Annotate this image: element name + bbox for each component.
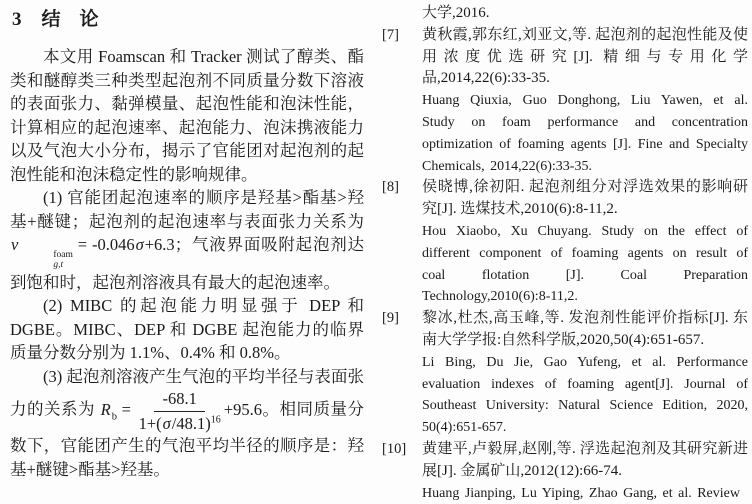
section-number: 3 — [12, 9, 22, 30]
conclusion-paragraph: 本文用 Foamscan 和 Tracker 测试了醇类、酯类和醚醇类三种类型起泡剂不同质量分数下溶液的表面张力、黏弹模量、起泡性能和泡沫性能，计算相应的起泡速率、起泡能力、泡沫携液能力以及气泡大小分布，揭示了官能团对起泡剂的起泡性能和泡沫稳定性的影响规律。 — [10, 47, 364, 184]
reference-item — [380, 308, 748, 439]
section-heading — [12, 8, 364, 32]
reference-english-text: Hou Xiaobo, Xu Chuyang. Study on the effect of different component of foaming agents on result of coal flotation [J]. Coal Preparation Technology,2010(6):8-11,2. — [422, 223, 748, 305]
conclusion-paragraph: (1) 官能团起泡速率的顺序是羟基>酯基>羟基+醚键；起泡剂的起泡速率与表面张力关系为v foam g,t = -0.046σ+6.3；气液界面吸附起泡剂达到饱和时，起泡剂溶液具有最大的起泡速率。 — [10, 188, 364, 292]
reference-body — [422, 439, 748, 504]
reference-chinese-text: 黄建平,卢毅屏,赵刚,等. 浮选起泡剂及其研究新进展[J]. 金属矿山,2012(12):66-74. — [422, 440, 748, 479]
reference-english-text: Li Bing, Du Jie, Gao Yufeng, et al. Performance evaluation indexes of foaming agent[J]. Journal of Southeast University: Natural Science Edition, 2020, 50(4):651-657. — [422, 354, 748, 436]
reference-english-text: Huang Jianping, Lu Yiping, Zhao Gang, et al. Review — [422, 485, 740, 501]
reference-body — [422, 308, 748, 439]
bubble_radius-formula: $R_b$ = $\frac{-68.1}{1+(\sigma/48.1)^{16}}$ +95.6。 — [100, 389, 280, 433]
conclusion-body — [10, 45, 364, 481]
reference-list — [380, 25, 748, 504]
section-title: 结 论 — [41, 9, 99, 30]
reference-number: [8] — [382, 179, 399, 196]
reference-continuation-text: 大学,2016. — [422, 5, 490, 21]
reference-english-text: Huang Qiuxia, Guo Donghong, Liu Yawen, et al. Study on foam performance and concentration optimization of foaming agents [J]. Fine and Specialty Chemicals, 2014,22(6):33-35. — [422, 93, 748, 174]
conclusion-paragraph: (2) MIBC 的起泡能力明显强于 DEP 和 DGBE。MIBC、DEP 和 DGBE 起泡能力的临界质量分数分别为 1.1%、0.4% 和 0.8%。 — [10, 296, 364, 363]
foam_rate-formula: v foam g,t = -0.046σ+6.3 — [11, 235, 175, 270]
conclusion-paragraph: (3) 起泡剂溶液产生气泡的平均半径与表面张力的关系为 $R_b$ = $\frac{-68.1}{1+(\sigma/48.1)^{16}}$ +95.6。相同质量分数下，官能团产生的气泡平均半径的顺序是：羟基+醚键>酯基>羟基。 — [10, 366, 364, 479]
reference-number: [7] — [382, 26, 399, 43]
references-column — [374, 0, 752, 501]
conclusion-column — [0, 0, 374, 489]
reference-item — [380, 25, 748, 178]
reference-continuation — [380, 3, 748, 25]
reference-chinese-text: 黎冰,杜杰,高玉峰,等. 发泡剂性能评价指标[J]. 东南大学学报:自然科学版,2020,50(4):651-657. — [422, 310, 748, 348]
reference-body — [422, 25, 748, 178]
reference-body — [422, 177, 748, 308]
reference-chinese-text: 侯晓博,徐初阳. 起泡剂组分对浮选效果的影响研究[J]. 选煤技术,2010(6):8-11,2. — [422, 179, 748, 218]
reference-chinese-text: 黄秋霞,郭东红,刘亚文,等. 起泡剂的起泡性能及使用浓度优选研究[J]. 精细与专用化学品,2014,22(6):33-35. — [422, 26, 748, 87]
reference-number: [10] — [382, 440, 407, 457]
formula-scripts: foam g,t — [53, 250, 73, 270]
reference-item — [380, 439, 748, 504]
fraction: $\frac{-68.1}{1+(\sigma/48.1)^{16}}$ — [138, 389, 221, 433]
reference-number: [9] — [382, 310, 399, 327]
reference-item — [380, 177, 748, 308]
